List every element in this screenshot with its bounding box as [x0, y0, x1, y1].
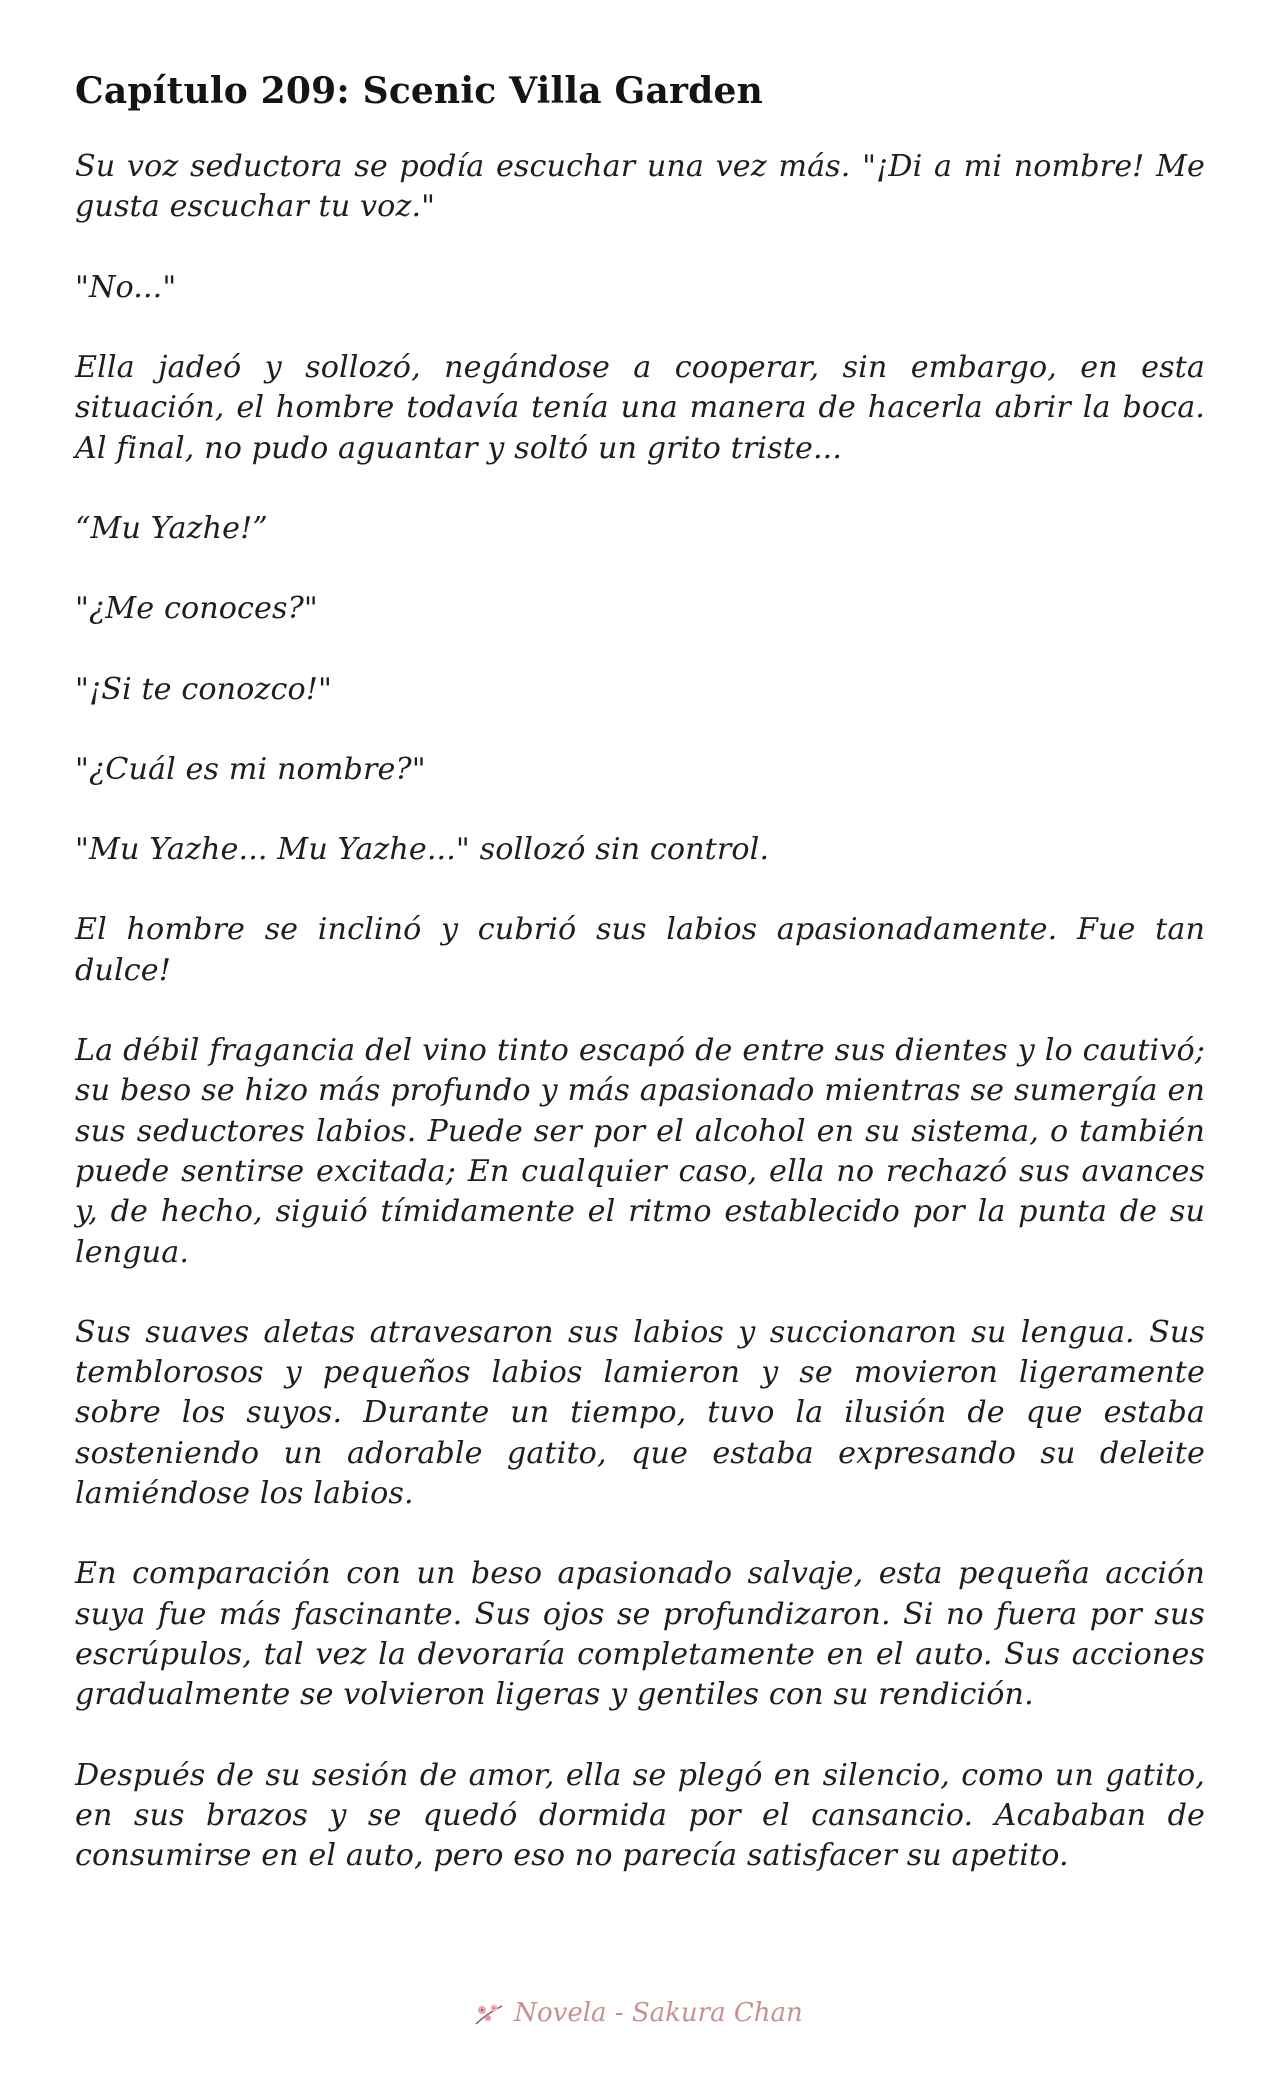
paragraph-12: En comparación con un beso apasionado salvaje, esta pequeña acción suya fue más fascinante. Sus ojos se profundizaron. Si no fuera por sus escrúpulos, tal vez la devoraría completamente en el auto. Sus acciones gradualmente se volvieron ligeras y gentiles con su rendición. — [75, 1556, 1205, 1713]
paragraph-9: El hombre se inclinó y cubrió sus labios apasionadamente. Fue tan dulce! — [75, 912, 1205, 988]
paragraph-7: "¿Cuál es mi nombre?" — [75, 751, 426, 787]
paragraph-1: Su voz seductora se podía escuchar una vez más. "¡Di a mi nombre! Me gusta escuchar tu voz." — [75, 149, 1205, 225]
document-page — [75, 70, 1205, 1916]
paragraph-13: Después de su sesión de amor, ella se plegó en silencio, como un gatito, en sus brazos y se quedó dormida por el cansancio. Acababan de consumirse en el auto, pero eso no parecía satisfacer su apetito. — [75, 1757, 1205, 1874]
paragraph-5: "¿Me conoces?" — [75, 591, 318, 627]
watermark-text: Novela - Sakura Chan — [514, 1998, 803, 2028]
paragraph-8: "Mu Yazhe... Mu Yazhe..." sollozó sin control. — [75, 832, 770, 868]
paragraph-3: Ella jadeó y sollozó, negándose a cooperar, sin embargo, en esta situación, el hombre todavía tenía una manera de hacerla abrir la boca. Al final, no pudo aguantar y soltó un grito triste... — [75, 350, 1205, 466]
paragraph-10: La débil fragancia del vino tinto escapó de entre sus dientes y lo cautivó; su beso se hizo más profundo y más apasionado mientras se sumergía en sus seductores labios. Puede ser por el alcohol en su sistema, o también puede sentirse excitada; En cualquier caso, ella no rechazó sus avances y, de hecho, siguió tímidamente el ritmo establecido por la punta de su lengua. — [75, 1033, 1205, 1270]
sakura-blossom-icon — [472, 2000, 506, 2028]
paragraph-4: “Mu Yazhe!” — [75, 510, 268, 546]
paragraph-2: "No..." — [75, 269, 177, 305]
paragraph-11: Sus suaves aletas atravesaron sus labios y succionaron su lengua. Sus temblorosos y pequeños labios lamieron y se movieron ligeramente sobre los suyos. Durante un tiempo, tuvo la ilusión de que estaba sosteniendo un adorable gatito, que estaba expresando su deleite lamiéndose los labios. — [75, 1314, 1205, 1512]
chapter-title: Capítulo 209: Scenic Villa Garden — [75, 70, 764, 112]
paragraph-6: "¡Si te conozco!" — [75, 671, 332, 707]
watermark — [0, 1998, 1275, 2028]
